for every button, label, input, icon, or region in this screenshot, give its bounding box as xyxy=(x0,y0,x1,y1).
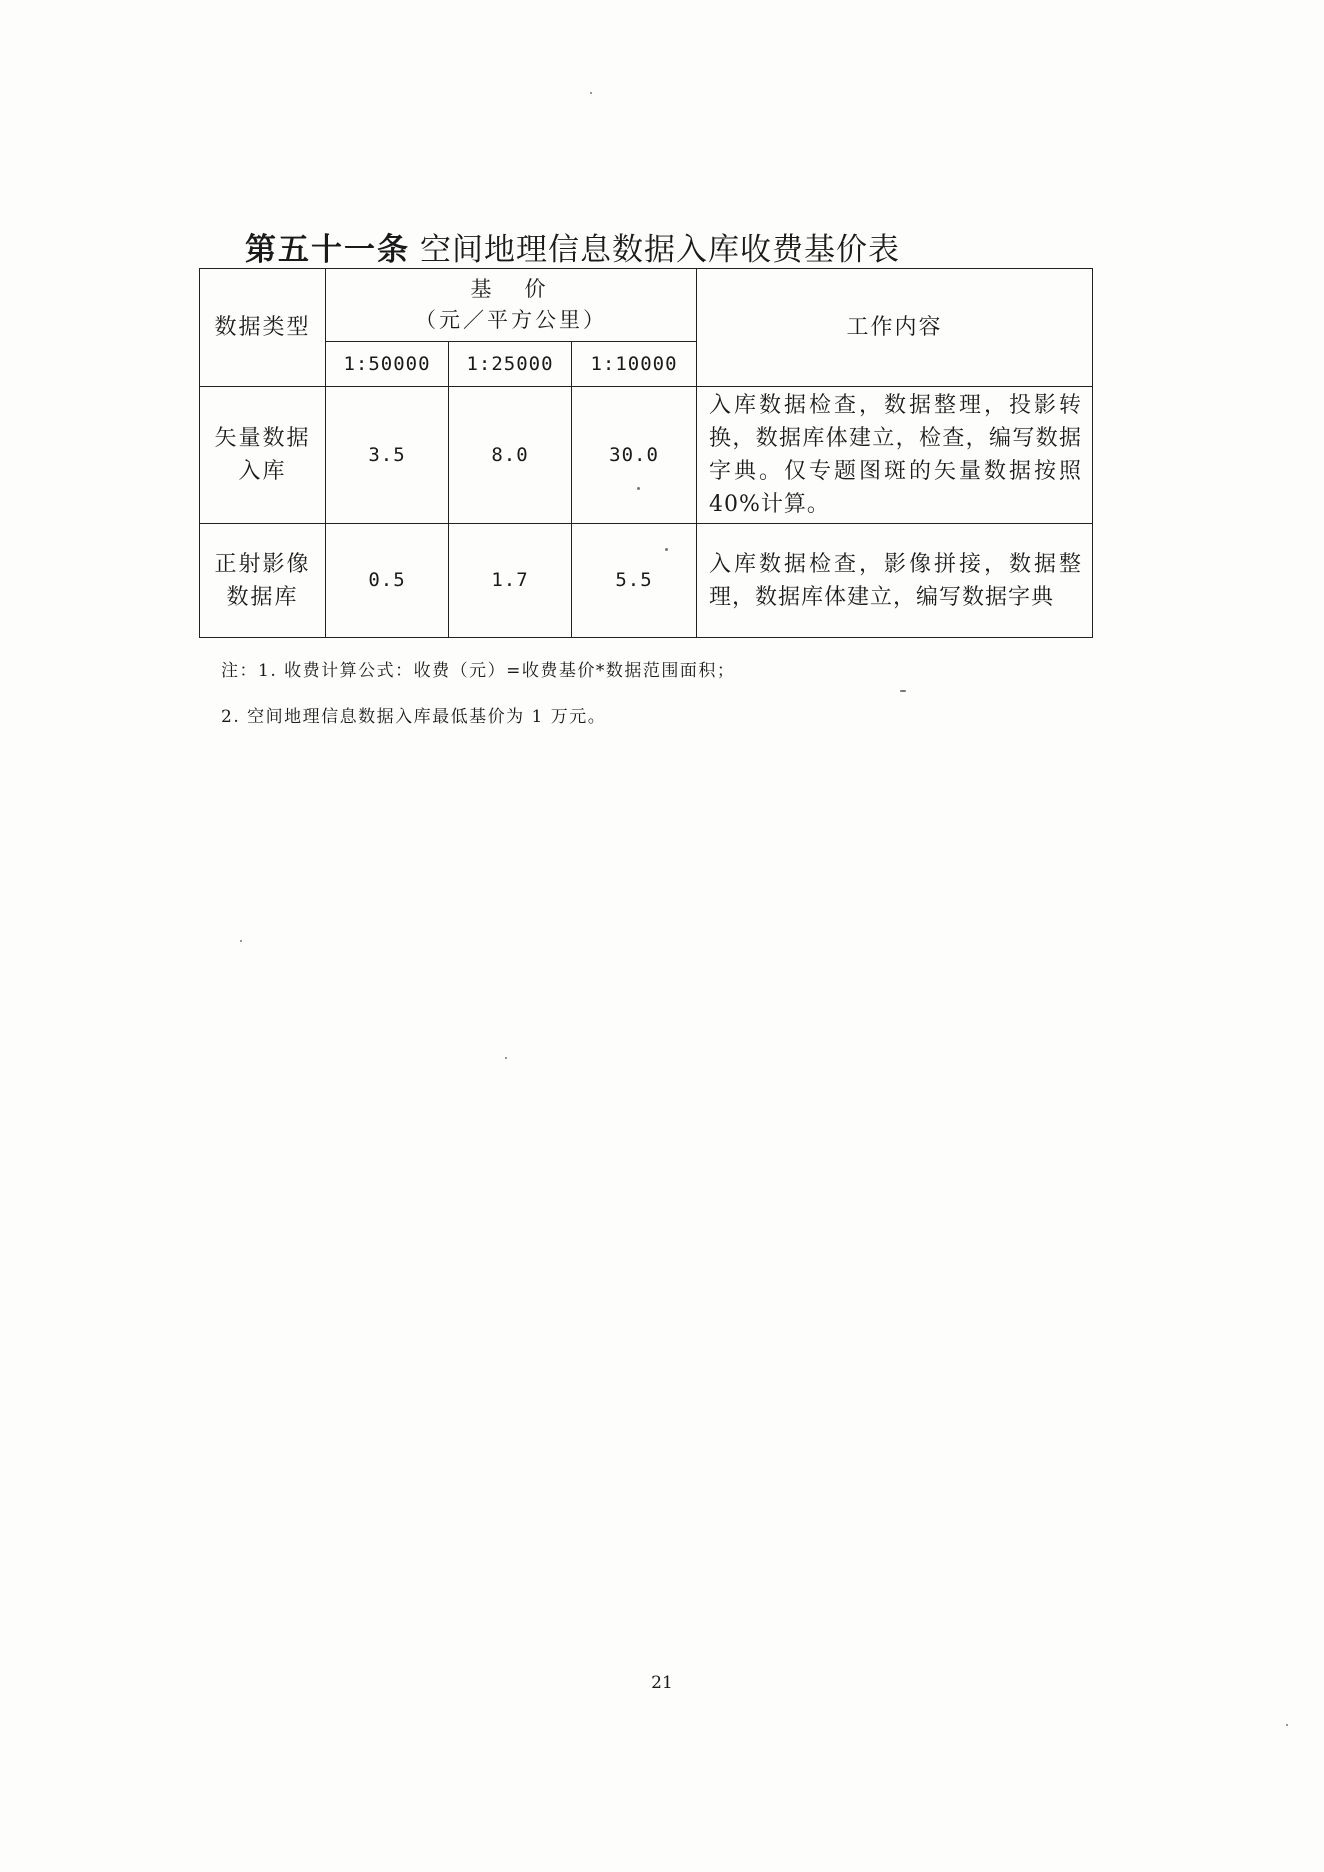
header-base-price xyxy=(326,269,697,342)
header-scale-10000: 1:10000 xyxy=(572,342,697,387)
scan-speck xyxy=(900,690,906,692)
row-type-line2: 入库 xyxy=(238,459,287,484)
row-type-line2: 数据库 xyxy=(226,584,299,610)
scan-speck xyxy=(240,940,242,942)
scan-speck xyxy=(1286,1724,1288,1726)
page-number: 21 xyxy=(651,1673,673,1693)
header-scale-25000: 1:25000 xyxy=(449,342,572,387)
header-price-unit: （元／平方公里） xyxy=(415,308,607,332)
header-data-type: 数据类型 xyxy=(200,269,326,387)
row-data-type xyxy=(200,524,326,638)
row-type-line1: 矢量数据 xyxy=(214,426,311,451)
row-work-content: 入库数据检查，影像拼接，数据整理，数据库体建立，编写数据字典 xyxy=(697,524,1093,638)
scan-speck xyxy=(665,548,668,551)
table-header-row xyxy=(200,269,1093,342)
table-title xyxy=(245,224,900,269)
header-scale-50000: 1:50000 xyxy=(326,342,449,387)
table-title-text: 空间地理信息数据入库收费基价表 xyxy=(420,232,900,268)
scan-speck xyxy=(637,487,640,490)
table-row xyxy=(200,524,1093,638)
row-work-content: 入库数据检查，数据整理，投影转换，数据库体建立，检查，编写数据字典。仅专题图斑的矢量数据按照40%计算。 xyxy=(697,387,1093,524)
header-price-title: 基 价 xyxy=(470,276,552,301)
scan-speck xyxy=(505,1057,507,1059)
table-row xyxy=(200,387,1093,524)
price-10000: 30.0 xyxy=(572,387,697,524)
price-25000: 8.0 xyxy=(449,387,572,524)
fee-table xyxy=(199,268,1093,638)
row-type-line1: 正射影像 xyxy=(214,551,311,577)
scan-speck xyxy=(590,92,592,94)
price-50000: 3.5 xyxy=(326,387,449,524)
article-number: 第五十一条 xyxy=(245,232,410,268)
header-work-content: 工作内容 xyxy=(697,269,1093,387)
note-minimum-price: 2. 空间地理信息数据入库最低基价为 1 万元。 xyxy=(221,707,607,727)
note-formula: 注：1. 收费计算公式：收费（元）=收费基价*数据范围面积； xyxy=(221,661,736,681)
row-data-type xyxy=(200,387,326,524)
price-10000: 5.5 xyxy=(572,524,697,638)
price-50000: 0.5 xyxy=(326,524,449,638)
price-25000: 1.7 xyxy=(449,524,572,638)
